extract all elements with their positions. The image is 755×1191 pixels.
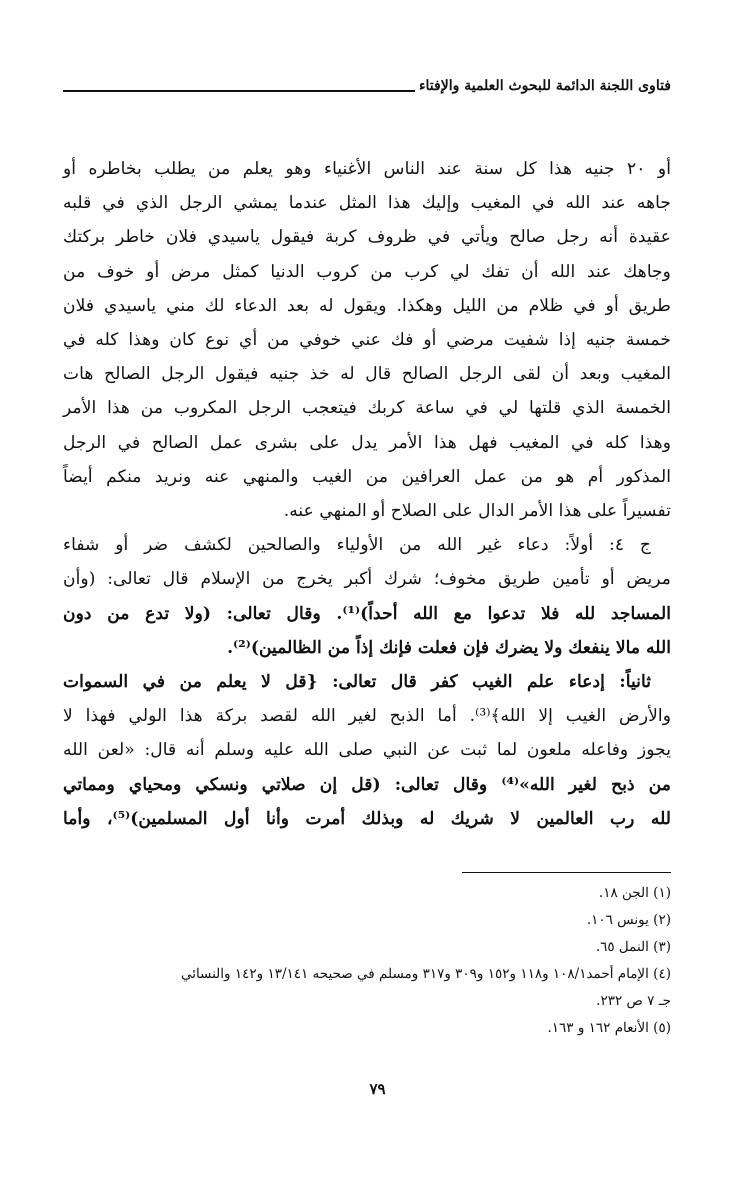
- footnote-item: (٥) الأنعام ١٦٢ و ١٦٣.: [547, 1020, 671, 1036]
- text-line: الخمسة الذي قلتها لي في ساعة كربك فيتعجب الرجل المكروب من هذا الأمر: [63, 398, 671, 419]
- text-line: طريق أو في ظلام من الليل وهكذا. ويقول له بعد الدعاء لك مني ياسيدي فلان: [63, 295, 671, 316]
- text-line: المساجد لله فلا تدعوا مع الله أحداً)⁽¹⁾. وقال تعالى: (ولا تدع من دون: [63, 603, 671, 624]
- text-line: وهذا كله في المغيب فهل هذا الأمر يدل على بشرى عمل الصالح في الرجل: [63, 432, 671, 453]
- footnote-item: جـ ٧ ص ٢٣٢.: [596, 993, 671, 1009]
- text-line: الله مالا ينفعك ولا يضرك فإن فعلت فإنك إذاً من الظالمين)⁽²⁾.: [227, 637, 671, 658]
- text-line: خمسة جنيه إذا شفيت مرضي أو فك عني خوفي من أي نوع كان وهذا كله في: [63, 330, 671, 351]
- text-line: والأرض الغيب إلا الله﴾⁽³⁾. أما الذبح لغير الله لقصد بركة هذا الولي فهذا لا: [63, 706, 671, 727]
- text-line: يجوز وفاعله ملعون لما ثبت عن النبي صلى الله عليه وسلم أنه قال: «لعن الله: [63, 740, 671, 761]
- body-text: [63, 152, 671, 836]
- text-line: وجاهك عند الله أن تفك لي كرب من كروب الدنيا كمثل مرض أو خوف من: [63, 261, 671, 282]
- text-line: عقيدة أنه رجل صالح ويأتي في ظروف كربة فيقول ياسيدي فلان خاطر بركتك: [63, 227, 671, 248]
- text-line: ثانياً: إدعاء علم الغيب كفر قال تعالى: {قل لا يعلم من في السموات: [63, 672, 651, 693]
- footnote-item: (١) الجن ١٨.: [598, 885, 671, 901]
- footnote-item: (٢) يونس ١٠٦.: [586, 912, 671, 928]
- text-line: تفسيراً على هذا الأمر الدال على الصلاح أو المنهي عنه.: [283, 501, 671, 522]
- text-line: المذكور أم هو من عمل العرافين من الغيب والمنهي عنه ونريد منكم أيضاً: [63, 466, 671, 487]
- running-header: [63, 70, 671, 94]
- text-line: ج ٤: أولاً: دعاء غير الله من الأولياء والصالحين لكشف ضر أو شفاء: [63, 535, 651, 556]
- answer-paragraph-first: [63, 528, 671, 665]
- text-line: المغيب وبعد أن لقى الرجل الصالح قال له خذ جنيه فيقول الرجل الصالح هات: [63, 364, 671, 385]
- header-rule: [63, 90, 415, 92]
- footnote-separator: [462, 872, 671, 873]
- text-line: من ذبح لغير الله»⁽⁴⁾ وقال تعالى: (قل إن صلاتي ونسكي ومحياي ومماتي: [63, 774, 672, 795]
- text-line: جاهه عند الله في المغيب وإليك هذا المثل عندما يمشي الرجل الذي في قلبه: [63, 193, 671, 214]
- footnotes: [63, 880, 671, 1042]
- page-number: ٧٩: [369, 1080, 386, 1098]
- answer-paragraph-second: [63, 665, 671, 836]
- text-line: لله رب العالمين لا شريك له وبذلك أمرت وأنا أول المسلمين)⁽⁵⁾، وأما: [63, 808, 671, 829]
- text-line: أو ٢٠ جنيه هذا كل سنة عند الناس الأغنياء وهو يعلم من يطلب بخاطره أو: [63, 159, 671, 179]
- footnote-item: (٣) النمل ٦٥.: [595, 939, 671, 955]
- question-paragraph: [63, 152, 671, 528]
- header-title: فتاوى اللجنة الدائمة للبحوث العلمية والإفتاء: [418, 78, 671, 94]
- text-line: مريض أو تأمين طريق مخوف؛ شرك أكبر يخرج من الإسلام قال تعالى: (وأن: [63, 569, 671, 590]
- footnote-item: (٤) الإمام أحمد١٠٨/١ و١١٨ و١٥٢ و٣٠٩ و٣١٧ ومسلم في صحيحه ١٣/١٤١ و١٤٢ والنسائي: [180, 966, 671, 982]
